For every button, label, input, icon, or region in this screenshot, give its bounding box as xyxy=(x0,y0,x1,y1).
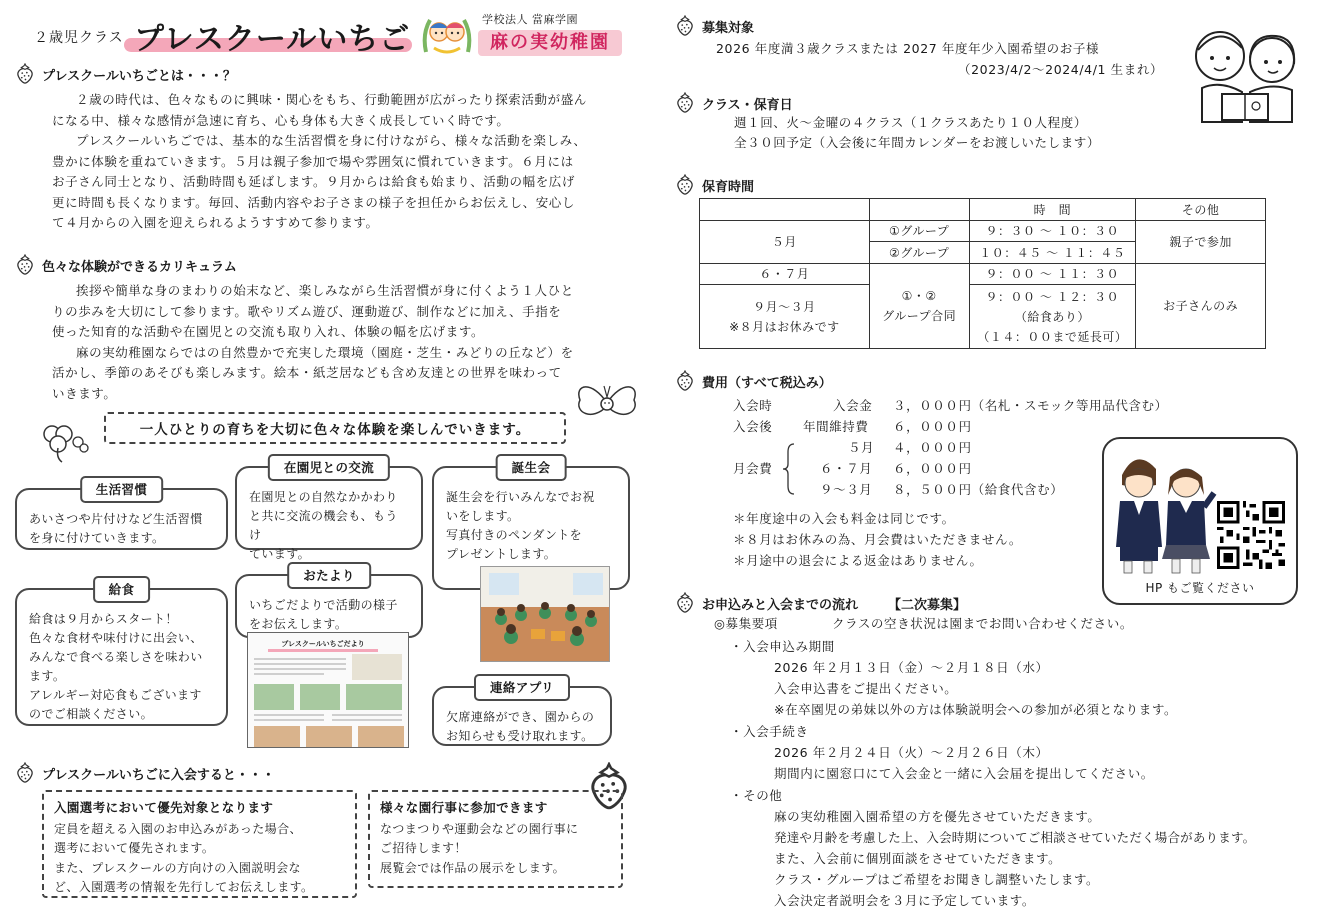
intro-line: ２歳の時代は、色々なものに興味・関心をもち、行動範囲が広がったり探索活動が盛ん xyxy=(76,92,587,107)
fee-note: ＊年度途中の入会も料金は同じです。 xyxy=(733,511,955,526)
table-cell: ９月～３月 ※８月はお休みです xyxy=(700,285,870,349)
flow-proc-label: ・入会手続き xyxy=(730,724,809,739)
hours-heading: 保育時間 xyxy=(674,174,754,196)
bubble-line: 色々な食材や味付けに出会い、 xyxy=(29,631,203,645)
newsletter-thumbnail xyxy=(247,632,409,748)
strawberry-icon xyxy=(674,15,696,37)
table-cell: お子さんのみ xyxy=(1136,263,1266,349)
bubble-line: あいさつや片付けなど生活習慣 xyxy=(29,512,203,526)
curriculum-line: 活かし、季節のあそびも楽しみます。絵本・紙芝居なども含め友達との世界を味わって xyxy=(52,365,562,380)
flow-req-label: ◎募集要項 xyxy=(714,616,778,631)
flow-other-line: 発達や月齢を考慮した上、入会時期についてご相談させていただく場合があります。 xyxy=(774,830,1256,845)
table-cell: ①・② グループ合同 xyxy=(869,263,969,349)
bubble-line: 給食は９月からスタート！ xyxy=(29,612,178,626)
bubble-line: をお伝えします。 xyxy=(249,617,348,631)
table-cell: 親子で参加 xyxy=(1136,220,1266,263)
flow-badge: 【二次募集】 xyxy=(888,597,967,613)
strawberry-icon xyxy=(674,174,696,196)
curriculum-body xyxy=(52,281,574,404)
class-days-line: 週１回、火～金曜の４クラス（１クラスあたり１０人程度） xyxy=(734,115,1087,130)
class-label: ２歳児クラス xyxy=(34,30,124,46)
bubble-line: 在園児との自然なかかわり xyxy=(249,490,398,504)
intro-line: お子さん同士となり、活動時間も延ばします。９月からは給食も始まり、活動の幅を広げ xyxy=(52,174,576,189)
hp-box[interactable] xyxy=(1102,437,1298,605)
fee-note: ＊月途中の退会による返金はありません。 xyxy=(733,553,983,568)
table-cell: ①グループ xyxy=(869,220,969,242)
bubble-line: いをします。 xyxy=(446,509,520,523)
butterfly-icon xyxy=(572,378,642,428)
fee-after-label: 入会後 xyxy=(733,419,773,434)
benefit-title: 様々な園行事に参加できます xyxy=(380,800,548,815)
flow-other-label: ・その他 xyxy=(730,788,783,803)
fee-month: ６・７月 xyxy=(820,461,873,476)
qr-code[interactable] xyxy=(1217,501,1285,569)
fee-join-amount: ３，０００円（名札・スモック等用品代含む） xyxy=(893,398,1168,413)
table-row xyxy=(700,199,1266,221)
benefit-line: ご招待します！ xyxy=(380,841,467,855)
class-days-line: 全３０回予定（入会後に年間カレンダーをお渡しいたします） xyxy=(734,135,1100,150)
curriculum-heading: 色々な体験ができるカリキュラム xyxy=(14,254,237,276)
table-cell: ６・７月 xyxy=(700,263,870,285)
strawberry-icon xyxy=(674,92,696,114)
fee-month: ９～３月 xyxy=(820,482,873,497)
recruit-line: 2026 年度満３歳クラスまたは 2027 年度年少入園希望のお子様 xyxy=(716,41,1100,56)
intro-body xyxy=(52,90,587,234)
bubble-line: 誕生会を行いみんなでお祝 xyxy=(446,490,595,504)
page-title: プレスクールいちご xyxy=(134,22,411,57)
curriculum-banner: 一人ひとりの育ちを大切に色々な体験を楽しんでいきます。 xyxy=(104,412,566,444)
fee-amount: ４，０００円 xyxy=(893,440,972,455)
table-cell: ９：３０ ～ １０：３０ xyxy=(969,220,1136,242)
curriculum-line: 挨拶や簡単な身のまわりの始末など、楽しみながら生活習慣が身に付くよう１人ひと xyxy=(76,283,574,298)
fee-note: ＊８月はお休みの為、月会費はいただきません。 xyxy=(733,532,1022,547)
bubble-title: おたより xyxy=(287,562,371,589)
benefit-line: また、プレスクールの方向けの入園説明会な xyxy=(54,860,301,875)
fee-amount: ８，５００円（給食代含む） xyxy=(893,482,1064,497)
curriculum-line: いきます。 xyxy=(52,385,117,401)
flow-other-line: 入会決定者説明会を３月に予定しています。 xyxy=(774,893,1036,908)
intro-line: て４月からの入園を迎えられるようすすめて参ります。 xyxy=(52,215,379,230)
intro-heading: プレスクールいちごとは・・・？ xyxy=(14,63,236,85)
benefit-events xyxy=(368,790,623,888)
bubble-line: を身に付けていきます。 xyxy=(29,531,165,545)
curriculum-line: りの歩みを大切にして参ります。歌やリズム遊び、運動遊び、制作などに加え、手指を xyxy=(52,303,562,319)
fee-annual-item: 年間維持費 xyxy=(803,419,869,434)
bubble-title: 生活習慣 xyxy=(80,476,164,503)
curriculum-line: 使った知育的な活動や在園児との交流も取り入れ、体験の幅を広げます。 xyxy=(52,324,485,339)
bubble-title: 給食 xyxy=(93,576,151,603)
benefit-line: ど、入園選考の情報を先行してお伝えします。 xyxy=(54,880,314,894)
flow-heading: お申込みと入会までの流れ 【二次募集】 xyxy=(674,592,966,614)
intro-line: プレスクールいちごでは、基本的な生活習慣を身に付けながら、様々な活動を楽しみ、 xyxy=(76,133,587,148)
intro-line: 更に時間も長くなります。毎回、活動内容やお子さまの様子を担任からお伝えし、安心し xyxy=(52,194,576,210)
benefit-line: なつまつりや運動会などの園行事に xyxy=(380,821,579,836)
curriculum-line: 麻の実幼稚園ならではの自然豊かで充実した環境（園庭・芝生・みどりの丘など）を xyxy=(76,344,574,360)
strawberry-icon xyxy=(14,762,36,784)
fee-join-item: 入会金 xyxy=(833,398,873,413)
bubble-title: 連絡アプリ xyxy=(474,674,570,701)
school-name: 麻の実幼稚園 xyxy=(478,30,622,56)
strawberry-icon xyxy=(14,254,36,276)
benefit-line: 選考において優先されます。 xyxy=(54,841,215,855)
strawberry-icon xyxy=(674,370,696,392)
table-header: 時 間 xyxy=(969,199,1136,221)
benefits-heading: プレスクールいちごに入会すると・・・ xyxy=(14,762,275,784)
strawberry-icon xyxy=(674,592,696,614)
fee-month: ５月 xyxy=(848,440,875,455)
bubble-line: ています。 xyxy=(249,547,311,561)
bubble-line: ます。 xyxy=(29,669,66,683)
fees-heading: 費用（すべて税込み） xyxy=(674,370,832,392)
clover-icon xyxy=(34,420,90,464)
bubble-line: 写真付きのペンダントを xyxy=(446,528,583,542)
recruit-dates: （2023/4/2～2024/4/1 生まれ） xyxy=(958,62,1164,77)
table-cell: ②グループ xyxy=(869,242,969,264)
bubble-line: みんなで食べる楽しさを味わい xyxy=(29,650,203,664)
bubble-line: いちごだよりで活動の様子 xyxy=(249,598,398,612)
bubble-lunch xyxy=(15,582,228,726)
table-cell: ５月 xyxy=(700,220,870,263)
recruit-heading: 募集対象 xyxy=(674,15,754,37)
flow-period-label: ・入会申込み期間 xyxy=(730,639,835,654)
bubble-line: のでご相談ください。 xyxy=(29,707,154,721)
bubble-title: 在園児との交流 xyxy=(268,454,390,481)
table-row xyxy=(700,220,1266,242)
fee-brace xyxy=(782,442,796,496)
flow-other-line: また、入会前に個別面談をさせていただきます。 xyxy=(774,851,1062,866)
bubble-line: プレゼントします。 xyxy=(446,547,557,561)
benefit-line: 展覧会では作品の展示をします。 xyxy=(380,860,566,875)
bubble-title: 誕生会 xyxy=(496,454,567,481)
bubble-line: 欠席連絡ができ、園からの xyxy=(446,710,595,724)
intro-line: 豊かに体験を重ねていきます。５月は親子参加で場や雰囲気に慣れていきます。６月には xyxy=(52,153,574,169)
table-cell: ９：００ ～ １１：３０ xyxy=(969,263,1136,285)
hp-label: HP もご覧ください xyxy=(1145,581,1255,595)
benefit-title: 入園選考において優先対象となります xyxy=(54,800,274,815)
flow-other-line: 麻の実幼稚園入園希望の方を優先させていただきます。 xyxy=(774,809,1101,824)
school-corp: 学校法人 當麻学園 xyxy=(482,13,578,26)
benefit-line: 定員を超える入園のお申込みがあった場合、 xyxy=(54,821,302,836)
intro-line: になる中、様々な感情が急速に育ち、心も身体も大きく成長していく時です。 xyxy=(52,112,510,128)
thumbnail-title: プレスクールいちごだより xyxy=(268,639,378,652)
birthday-photo xyxy=(480,566,610,662)
table-row xyxy=(700,263,1266,285)
fee-annual-amount: ６，０００円 xyxy=(893,419,972,434)
fee-join-label: 入会時 xyxy=(733,398,773,413)
table-header: その他 xyxy=(1136,199,1266,221)
schedule-table xyxy=(699,198,1266,349)
flow-req-text: クラスの空き状況は園までお問い合わせください。 xyxy=(832,616,1133,631)
bubble-line: と共に交流の機会も、もうけ xyxy=(249,509,398,542)
bubble-newsletter xyxy=(235,568,423,638)
flow-proc-line: 期間内に園窓口にて入会金と一緒に入会届を提出してください。 xyxy=(774,766,1154,781)
flow-period-line: ※在卒園児の弟妹以外の方は体験説明会への参加が必須となります。 xyxy=(774,702,1178,717)
strawberry-icon xyxy=(14,63,36,85)
table-cell: ９：００ ～ １２：３０ （給食あり） （１４：００まで延長可） xyxy=(969,285,1136,349)
bubble-app xyxy=(432,680,612,746)
school-logo xyxy=(420,8,474,58)
benefit-priority xyxy=(42,790,357,898)
children-reading-illustration xyxy=(1180,18,1310,130)
bubble-exchange xyxy=(235,460,423,561)
students-illustration xyxy=(1108,445,1218,575)
flow-period-dates: 2026 年２月１３日（金）～２月１８日（水） xyxy=(774,660,1049,675)
fee-amount: ６，０００円 xyxy=(893,461,972,476)
bubble-habits xyxy=(15,482,228,550)
fee-monthly-label: 月会費 xyxy=(733,461,773,476)
class-days-heading: クラス・保育日 xyxy=(674,92,793,114)
flow-period-line: 入会申込書をご提出ください。 xyxy=(774,681,958,696)
table-cell: １０：４５ ～ １１：４５ xyxy=(969,242,1136,264)
flow-proc-dates: 2026 年２月２４日（火）～２月２６日（木） xyxy=(774,745,1049,760)
bubble-line: アレルギー対応食もございます xyxy=(29,688,202,702)
bubble-line: お知らせも受け取れます。 xyxy=(446,729,594,743)
flow-other-line: クラス・グループはご希望をお聞きし調整いたします。 xyxy=(774,872,1100,887)
